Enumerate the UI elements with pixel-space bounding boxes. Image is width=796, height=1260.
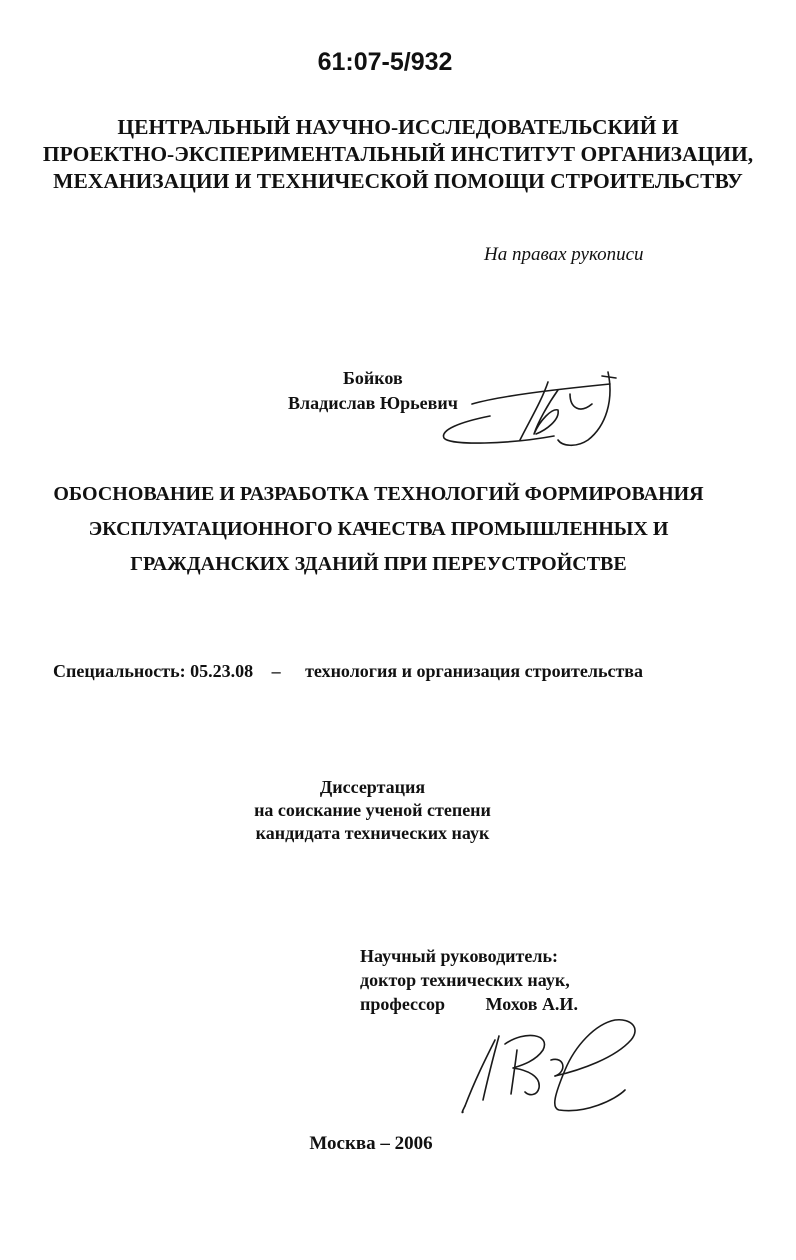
author-given-names: Владислав Юрьевич — [288, 393, 458, 413]
supervisor-degree: доктор технических наук, — [360, 970, 570, 990]
specialty-name: технология и организация строительства — [305, 661, 644, 681]
institute-name — [0, 114, 796, 195]
archive-code: 61:07-5/932 — [317, 48, 453, 76]
supervisor-block — [360, 944, 578, 1016]
title-line-3: ГРАЖДАНСКИХ ЗДАНИЙ ПРИ ПЕРЕУСТРОЙСТВЕ — [130, 553, 627, 575]
supervisor-name: Мохов А.И. — [485, 994, 578, 1014]
specialty-label: Специальность: 05.23.08 — [53, 661, 254, 681]
specialty-line — [53, 661, 643, 682]
dissertation-line-2: на соискание ученой степени — [254, 800, 491, 820]
author-surname: Бойков — [343, 368, 403, 388]
supervisor-signature-icon — [455, 1010, 645, 1120]
title-line-2: ЭКСПЛУАТАЦИОННОГО КАЧЕСТВА ПРОМЫШЛЕННЫХ И — [88, 518, 669, 540]
dissertation-title — [0, 477, 757, 582]
city-year: Москва – 2006 — [309, 1133, 433, 1154]
dissertation-line-1: Диссертация — [319, 777, 426, 797]
title-line-1: ОБОСНОВАНИЕ И РАЗРАБОТКА ТЕХНОЛОГИЙ ФОРМИРОВАНИЯ — [53, 483, 704, 505]
dissertation-line-3: кандидата технических наук — [255, 823, 490, 843]
dissertation-degree — [0, 776, 745, 845]
author-signature-icon — [430, 360, 630, 460]
rights-note: На правах рукописи — [484, 244, 644, 265]
institute-line-3: МЕХАНИЗАЦИИ И ТЕХНИЧЕСКОЙ ПОМОЩИ СТРОИТЕЛЬСТВУ — [53, 169, 743, 193]
supervisor-label: Научный руководитель: — [360, 946, 558, 966]
institute-line-1: ЦЕНТРАЛЬНЫЙ НАУЧНО-ИССЛЕДОВАТЕЛЬСКИЙ И — [117, 115, 679, 139]
supervisor-rank: профессор — [360, 994, 446, 1014]
institute-line-2: ПРОЕКТНО-ЭКСПЕРИМЕНТАЛЬНЫЙ ИНСТИТУТ ОРГАНИЗАЦИИ, — [42, 142, 754, 166]
specialty-dash: – — [271, 661, 281, 681]
